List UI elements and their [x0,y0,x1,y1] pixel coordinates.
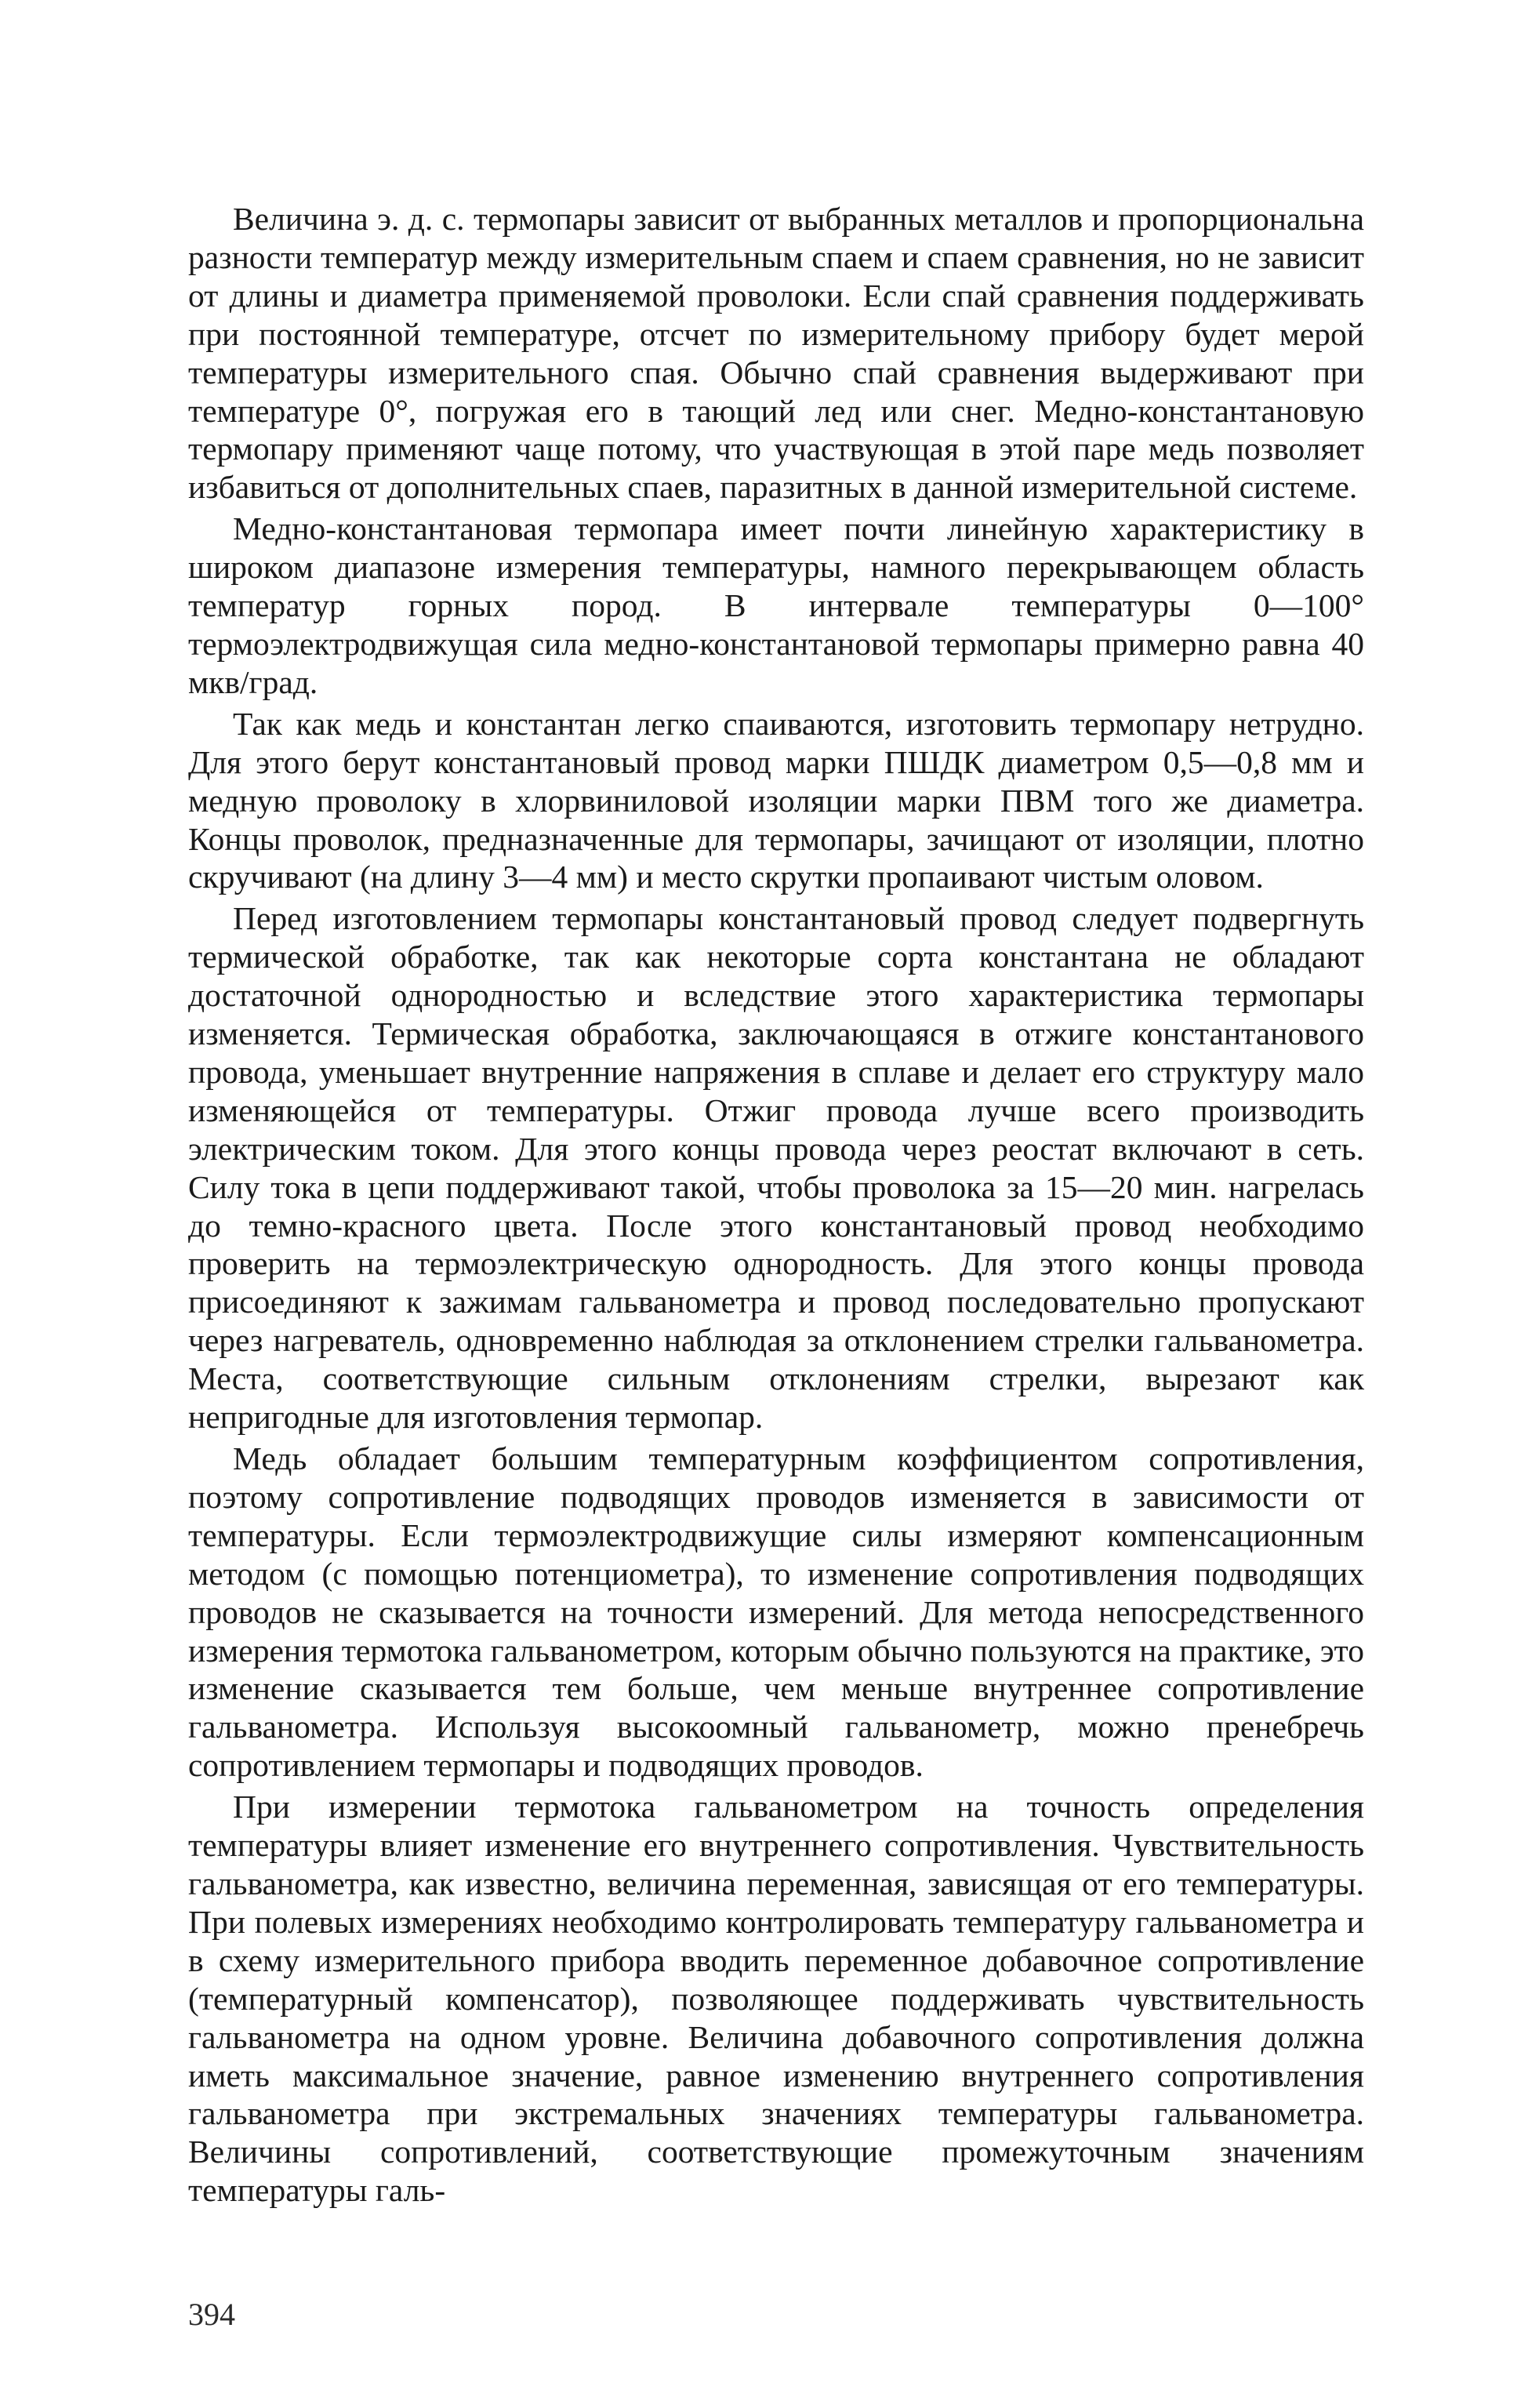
paragraph-6: При измерении термотока гальванометром на точность определения температуры влияет изменение его внутреннего сопротивления. Чувствительность гальванометра, как известно, величина переменная, зависящая от его температуры. При полевых измерениях необходимо контролировать температуру гальванометра и в схему измерительного прибора вводить переменное добавочное сопротивление (температурный компенсатор), позволяющее поддерживать чувствительность гальванометра на одном уровне. Величина добавочного сопротивления должна иметь максимальное значение, равное изменению внутреннего сопротивления гальванометра при экстремальных значениях температуры гальванометра. Величины сопротивлений, соответствующие промежуточным значениям температуры галь- [188,1789,1364,2209]
page-body [188,200,1364,2210]
paragraph-4: Перед изготовлением термопары константановый провод следует подвергнуть термической обработке, так как некоторые сорта константана не обладают достаточной однородностью и вследствие этого характеристика термопары изменяется. Термическая обработка, заключающаяся в отжиге константанового провода, уменьшает внутренние напряжения в сплаве и делает его структуру мало изменяющейся от температуры. Отжиг провода лучше всего производить электрическим током. Для этого концы провода через реостат включают в сеть. Силу тока в цепи поддерживают такой, чтобы проволока за 15—20 мин. нагрелась до темно-красного цвета. После этого константановый провод необходимо проверить на термоэлектрическую однородность. Для этого концы провода присоединяют к зажимам гальванометра и провод последовательно пропускают через нагреватель, одновременно наблюдая за отклонением стрелки гальванометра. Места, соответствующие сильным отклонениям стрелки, вырезают как непригодные для изготовления термопар. [188,900,1364,1436]
page-number: 394 [188,2297,235,2332]
paragraph-5: Медь обладает большим температурным коэффициентом сопротивления, поэтому сопротивление подводящих проводов изменяется в зависимости от температуры. Если термоэлектродвижущие силы измеряют компенсационным методом (с помощью потенциометра), то изменение сопротивления подводящих проводов не сказывается на точности измерений. Для метода непосредственного измерения термотока гальванометром, которым обычно пользуются на практике, это изменение сказывается тем больше, чем меньше внутреннее сопротивление гальванометра. Используя высокоомный гальванометр, можно пренебречь сопротивлением термопары и подводящих проводов. [188,1440,1364,1784]
paragraph-1: Величина э. д. с. термопары зависит от выбранных металлов и пропорциональна разности температур между измерительным спаем и спаем сравнения, но не зависит от длины и диаметра применяемой проволоки. Если спай сравнения поддерживать при постоянной температуре, отсчет по измерительному прибору будет мерой температуры измерительного спая. Обычно спай сравнения выдерживают при температуре 0°, погружая его в тающий лед или снег. Медно-константановую термопару применяют чаще потому, что участвующая в этой паре медь позволяет избавиться от дополнительных спаев, паразитных в данной измерительной системе. [188,201,1364,506]
paragraph-3: Так как медь и константан легко спаиваются, изготовить термопару нетрудно. Для этого берут константановый провод марки ПШДК диаметром 0,5—0,8 мм и медную проволоку в хлорвиниловой изоляции марки ПВМ того же диаметра. Концы проволок, предназначенные для термопары, зачищают от изоляции, плотно скручивают (на длину 3—4 мм) и место скрутки пропаивают чистым оловом. [188,705,1364,895]
paragraph-2: Медно-константановая термопара имеет почти линейную характеристику в широком диапазоне измерения температуры, намного перекрывающем область температур горных пород. В интервале температуры 0—100° термоэлектродвижущая сила медно-константановой термопары примерно равна 40 мкв/град. [188,510,1364,700]
